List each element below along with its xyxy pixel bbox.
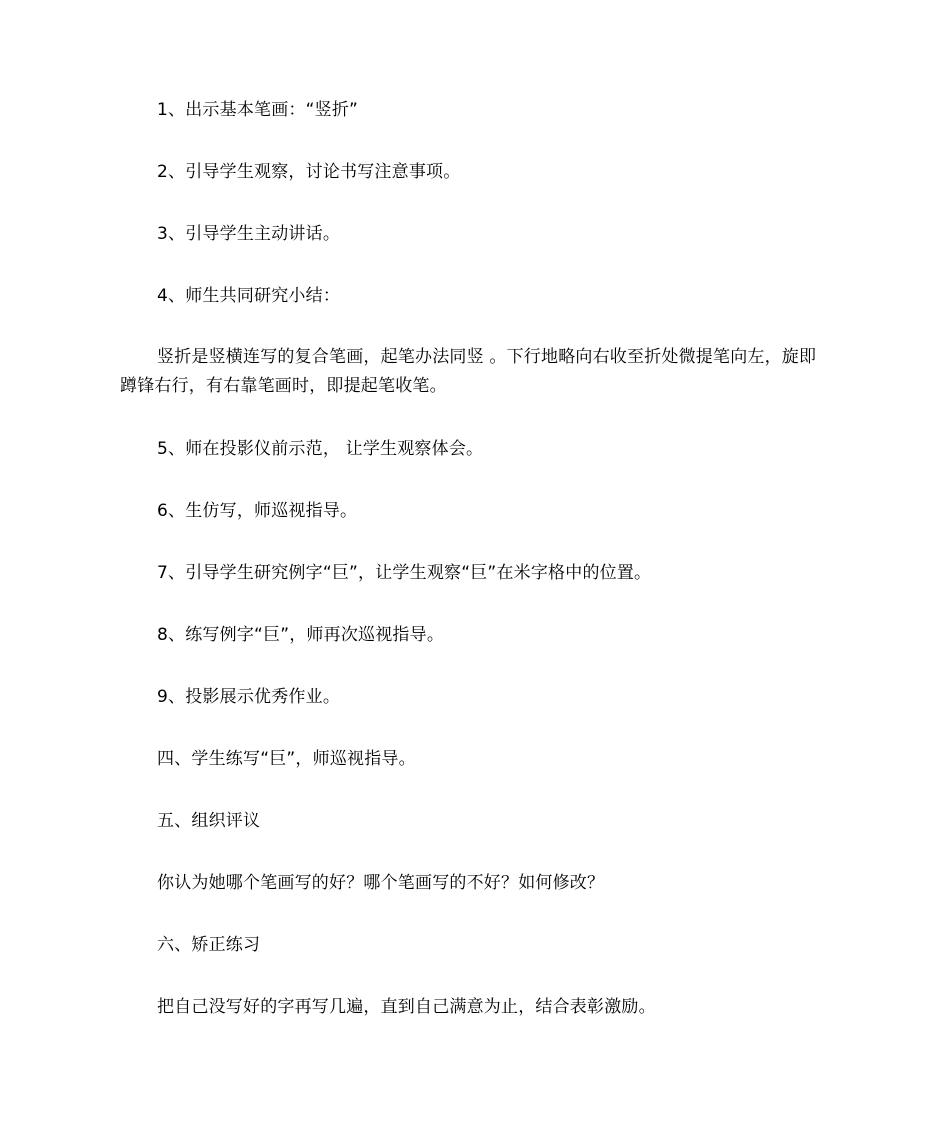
step-8-line: 8、练写例字“巨”，师再次巡视指导。 <box>157 625 445 645</box>
step-5-line: 5、师在投影仪前示范， 让学生观察体会。 <box>157 439 484 459</box>
section-6-heading: 六、矫正练习 <box>157 935 261 955</box>
step-6-line: 6、生仿写，师巡视指导。 <box>157 501 358 521</box>
step-3-line: 3、引导学生主动讲话。 <box>157 224 341 244</box>
evaluation-question: 你认为她哪个笔画写的好？哪个笔画写的不好？如何修改？ <box>157 873 605 893</box>
section-4-heading: 四、学生练写“巨”，师巡视指导。 <box>157 749 416 769</box>
correction-instruction: 把自己没写好的字再写几遍，直到自己满意为止，结合表彰激励。 <box>157 997 656 1017</box>
step-2-line: 2、引导学生观察，讨论书写注意事项。 <box>157 162 461 182</box>
section-5-heading: 五、组织评议 <box>157 811 261 831</box>
step-7-line: 7、引导学生研究例字“巨”，让学生观察“巨”在米字格中的位置。 <box>157 563 652 583</box>
summary-paragraph: 竖折是竖横连写的复合笔画，起笔办法同竖 。下行地略向右收至折处微提笔向左，旋即蹲锋右行，有右靠笔画时，即提起笔收笔。 <box>120 347 817 396</box>
step-9-line: 9、投影展示优秀作业。 <box>157 687 341 707</box>
step-4-line: 4、师生共同研究小结： <box>157 286 341 306</box>
step-1-line: 1、出示基本笔画：“竖折” <box>157 100 359 120</box>
